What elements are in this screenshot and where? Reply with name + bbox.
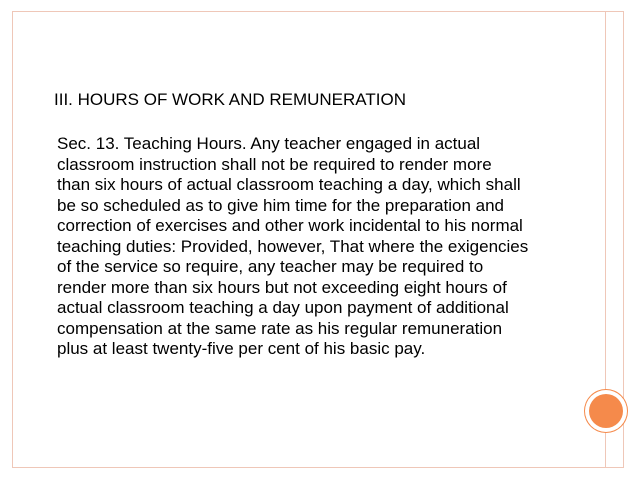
body-line: actual classroom teaching a day upon payment of additional [57, 298, 509, 317]
body-line: correction of exercises and other work incidental to his normal [57, 216, 523, 235]
accent-circle [589, 394, 623, 428]
body-line: render more than six hours but not exceeding eight hours of [57, 277, 507, 297]
body-line: teaching duties: Provided, however, That where the exigencies [57, 236, 529, 256]
body-line: of the service so require, any teacher may be required to [57, 257, 484, 276]
body-line: than six hours of actual classroom teaching a day, which shall [57, 175, 521, 194]
slide-heading: III. HOURS OF WORK AND REMUNERATION [54, 90, 406, 109]
slide-body [57, 134, 605, 360]
body-line: classroom instruction shall not be required to render more [57, 154, 492, 174]
body-line: compensation at the same rate as his regular remuneration [57, 318, 503, 338]
body-line: be so scheduled as to give him time for the preparation and [57, 195, 504, 215]
body-line: Sec. 13. Teaching Hours. Any teacher engaged in actual [57, 134, 481, 153]
body-line: plus at least twenty-five per cent of his basic pay. [57, 339, 426, 358]
